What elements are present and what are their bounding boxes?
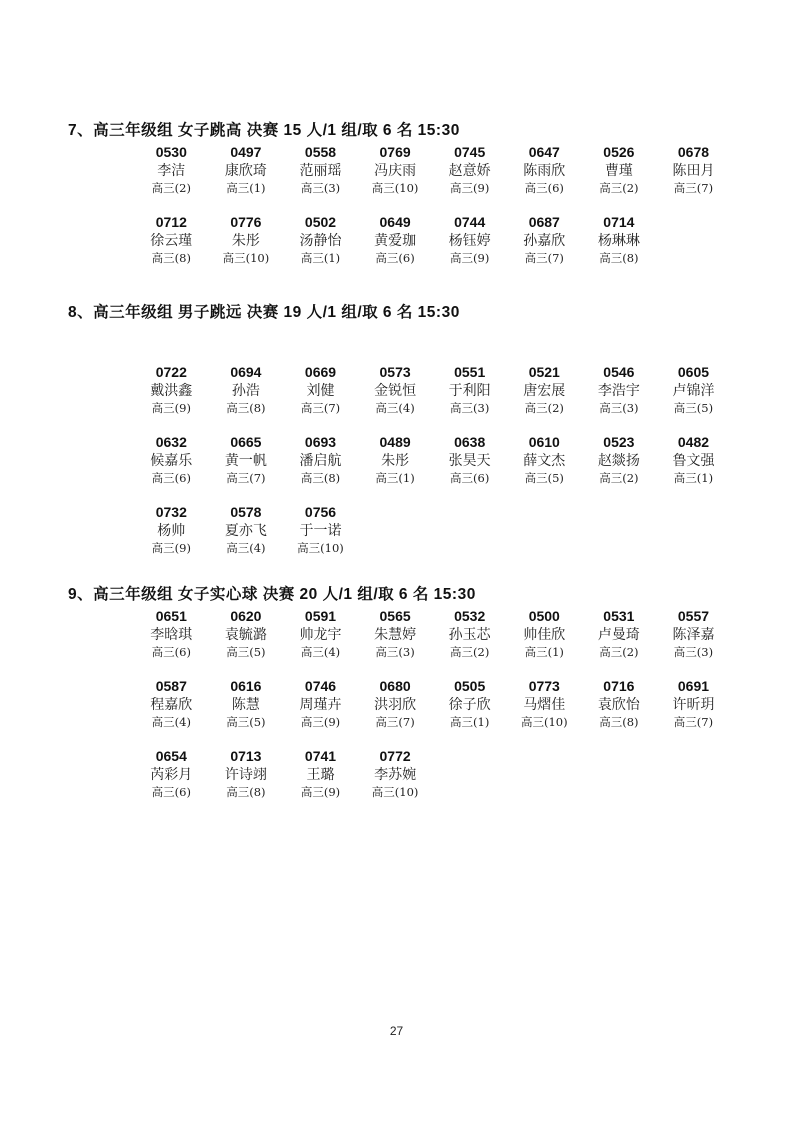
athlete-class: 高三(5) <box>673 401 714 415</box>
athlete-name: 孙嘉欣 <box>523 233 566 249</box>
athlete-name: 曹瑾 <box>604 163 633 179</box>
athlete-number: 0678 <box>677 144 710 160</box>
athlete-cell <box>134 433 209 487</box>
athlete-number: 0489 <box>379 434 411 450</box>
athlete-class: 高三(8) <box>226 785 266 799</box>
athlete-cell <box>358 363 433 417</box>
athlete-class: 高三(6) <box>151 471 191 485</box>
athlete-name: 帅龙宇 <box>299 627 342 643</box>
athlete-cell <box>283 677 358 731</box>
athlete-class: 高三(4) <box>300 645 341 659</box>
athlete-cell <box>209 747 284 801</box>
athlete-number: 0610 <box>528 434 560 450</box>
athlete-name: 夏亦飞 <box>224 523 267 539</box>
athlete-name: 许昕玥 <box>672 697 715 713</box>
athlete-class: 高三(9) <box>151 541 191 555</box>
athlete-name: 李浩宇 <box>597 383 640 399</box>
athlete-cell <box>283 433 358 487</box>
athlete-class: 高三(9) <box>450 251 490 265</box>
athlete-class: 高三(9) <box>300 715 341 729</box>
athlete-number: 0714 <box>603 214 635 230</box>
athlete-number: 0573 <box>379 364 411 380</box>
athlete-class: 高三(6) <box>524 181 564 195</box>
athlete-number: 0712 <box>155 214 187 230</box>
athlete-row <box>134 747 734 801</box>
athlete-name: 朱彤 <box>231 233 260 249</box>
athlete-class: 高三(3) <box>375 645 415 659</box>
athlete-cell <box>209 677 284 731</box>
athlete-number: 0773 <box>528 678 560 694</box>
athlete-cell <box>582 677 657 731</box>
athlete-cell <box>582 363 657 417</box>
athlete-number: 0546 <box>603 364 635 380</box>
athlete-number: 0551 <box>454 364 486 380</box>
athlete-name: 戴洪鑫 <box>150 383 193 399</box>
athlete-name: 杨琳琳 <box>597 233 640 249</box>
athlete-row <box>134 363 734 417</box>
athlete-name: 黄一帆 <box>224 453 267 469</box>
event-section-7 <box>0 121 793 283</box>
athlete-number: 0769 <box>379 144 411 160</box>
athlete-name: 候嘉乐 <box>150 453 193 469</box>
athlete-number: 0756 <box>304 504 337 520</box>
athlete-class: 高三(4) <box>151 715 191 729</box>
athlete-name: 陈慧 <box>231 697 260 713</box>
athlete-name: 冯庆雨 <box>374 163 417 179</box>
athlete-name: 徐云瑾 <box>150 233 193 249</box>
athlete-number: 0741 <box>304 748 337 764</box>
athlete-cell <box>134 143 209 197</box>
athlete-name: 许诗翊 <box>224 767 267 783</box>
athlete-class: 高三(8) <box>599 251 639 265</box>
athlete-cell <box>432 143 507 197</box>
athlete-number: 0591 <box>304 608 337 624</box>
athlete-class: 高三(1) <box>524 645 564 659</box>
athlete-number: 0505 <box>454 678 486 694</box>
athlete-name: 张昊天 <box>448 453 491 469</box>
athlete-row <box>134 677 734 731</box>
athlete-class: 高三(9) <box>151 401 191 415</box>
athlete-name: 唐宏展 <box>523 383 566 399</box>
athlete-class: 高三(7) <box>524 251 564 265</box>
athlete-number: 0605 <box>677 364 710 380</box>
athlete-name: 陈田月 <box>672 163 715 179</box>
athlete-cell <box>656 607 731 661</box>
athlete-number: 0620 <box>230 608 262 624</box>
athlete-class: 高三(8) <box>599 715 639 729</box>
athlete-class: 高三(8) <box>151 251 191 265</box>
athlete-cell <box>283 503 358 557</box>
athlete-number: 0587 <box>155 678 187 694</box>
athlete-name: 徐子欣 <box>448 697 491 713</box>
athlete-name: 潘启航 <box>299 453 342 469</box>
athlete-cell <box>209 363 284 417</box>
athlete-class: 高三(7) <box>673 181 714 195</box>
athlete-number: 0565 <box>379 608 411 624</box>
athlete-name: 帅佳欣 <box>523 627 566 643</box>
athlete-row <box>134 213 734 267</box>
athlete-name: 李洁 <box>157 163 186 179</box>
athlete-number: 0632 <box>155 434 187 450</box>
athlete-number: 0722 <box>155 364 187 380</box>
athlete-name: 袁欣怡 <box>597 697 640 713</box>
athlete-cell <box>656 677 731 731</box>
athlete-number: 0713 <box>230 748 262 764</box>
athlete-number: 0531 <box>603 608 635 624</box>
athlete-number: 0693 <box>304 434 337 450</box>
athlete-class: 高三(2) <box>599 645 639 659</box>
athlete-cell <box>134 677 209 731</box>
athlete-cell <box>656 433 731 487</box>
athlete-cell <box>432 213 507 267</box>
athlete-class: 高三(10) <box>520 715 568 729</box>
athlete-class: 高三(1) <box>300 251 341 265</box>
athlete-row <box>134 607 734 661</box>
athlete-cell <box>358 143 433 197</box>
athlete-class: 高三(7) <box>226 471 266 485</box>
athlete-cell <box>358 433 433 487</box>
athlete-row <box>134 503 734 557</box>
athlete-cell <box>209 143 284 197</box>
athlete-class: 高三(6) <box>151 785 191 799</box>
athlete-number: 0497 <box>230 144 262 160</box>
athlete-class: 高三(9) <box>450 181 490 195</box>
athlete-cell <box>209 433 284 487</box>
athlete-name: 汤静怡 <box>299 233 342 249</box>
athlete-class: 高三(3) <box>450 401 490 415</box>
athlete-name: 范丽瑶 <box>299 163 342 179</box>
athlete-name: 周瑾卉 <box>299 697 342 713</box>
athlete-class: 高三(1) <box>226 181 266 195</box>
event-section-9 <box>0 585 793 817</box>
athlete-class: 高三(7) <box>375 715 415 729</box>
athlete-class: 高三(2) <box>599 471 639 485</box>
athlete-cell <box>283 213 358 267</box>
athlete-cell <box>432 433 507 487</box>
athlete-class: 高三(7) <box>673 715 714 729</box>
athlete-name: 于利阳 <box>448 383 491 399</box>
athlete-number: 0523 <box>603 434 635 450</box>
athlete-cell <box>209 213 284 267</box>
athlete-number: 0482 <box>677 434 710 450</box>
athlete-grid-8 <box>134 363 734 557</box>
athlete-number: 0691 <box>677 678 710 694</box>
athlete-name: 赵意娇 <box>448 163 491 179</box>
athlete-number: 0732 <box>155 504 187 520</box>
athlete-name: 李晗琪 <box>150 627 193 643</box>
athlete-cell <box>134 503 209 557</box>
athlete-number: 0680 <box>379 678 411 694</box>
athlete-name: 陈泽嘉 <box>672 627 715 643</box>
athlete-number: 0532 <box>454 608 486 624</box>
athlete-cell <box>507 677 582 731</box>
athlete-number: 0694 <box>230 364 262 380</box>
athlete-cell <box>358 607 433 661</box>
athlete-class: 高三(6) <box>375 251 415 265</box>
athlete-number: 0638 <box>454 434 486 450</box>
athlete-cell <box>507 143 582 197</box>
athlete-cell <box>582 433 657 487</box>
athlete-number: 0665 <box>230 434 262 450</box>
athlete-cell <box>358 677 433 731</box>
athlete-class: 高三(3) <box>599 401 639 415</box>
athlete-name: 杨钰婷 <box>448 233 491 249</box>
athlete-class: 高三(9) <box>300 785 341 799</box>
athlete-number: 0654 <box>155 748 187 764</box>
athlete-cell <box>507 433 582 487</box>
athlete-class: 高三(10) <box>371 785 419 799</box>
athlete-class: 高三(8) <box>226 401 266 415</box>
athlete-name: 马熠佳 <box>523 697 566 713</box>
athlete-cell <box>432 607 507 661</box>
athlete-class: 高三(8) <box>300 471 341 485</box>
athlete-cell <box>358 747 433 801</box>
athlete-name: 孙浩 <box>231 383 260 399</box>
athlete-name: 刘健 <box>306 383 335 399</box>
athlete-number: 0502 <box>304 214 337 230</box>
athlete-cell <box>507 363 582 417</box>
athlete-name: 于一诺 <box>299 523 342 539</box>
athlete-cell <box>358 213 433 267</box>
athlete-number: 0776 <box>230 214 262 230</box>
athlete-number: 0651 <box>155 608 187 624</box>
athlete-number: 0669 <box>304 364 337 380</box>
athlete-cell <box>134 747 209 801</box>
athlete-name: 洪羽欣 <box>374 697 417 713</box>
athlete-name: 金锐恒 <box>374 383 417 399</box>
athlete-cell <box>209 503 284 557</box>
athlete-class: 高三(2) <box>599 181 639 195</box>
athlete-cell <box>582 213 657 267</box>
athlete-class: 高三(4) <box>375 401 415 415</box>
page-number: 27 <box>389 1024 404 1038</box>
athlete-grid-7 <box>134 143 734 267</box>
athlete-class: 高三(4) <box>226 541 266 555</box>
athlete-name: 芮彩月 <box>150 767 193 783</box>
athlete-class: 高三(5) <box>226 715 266 729</box>
athlete-name: 卢曼琦 <box>597 627 640 643</box>
athlete-cell <box>134 607 209 661</box>
athlete-number: 0578 <box>230 504 262 520</box>
athlete-name: 康欣琦 <box>224 163 267 179</box>
athlete-cell <box>582 143 657 197</box>
athlete-number: 0772 <box>379 748 411 764</box>
athlete-number: 0687 <box>528 214 560 230</box>
athlete-name: 陈雨欣 <box>523 163 566 179</box>
athlete-class: 高三(2) <box>524 401 564 415</box>
athlete-cell <box>134 213 209 267</box>
athlete-name: 朱彤 <box>381 453 410 469</box>
athlete-grid-9 <box>134 607 734 801</box>
athlete-name: 程嘉欣 <box>150 697 193 713</box>
athlete-class: 高三(10) <box>371 181 419 195</box>
athlete-number: 0746 <box>304 678 337 694</box>
athlete-name: 赵燚扬 <box>597 453 640 469</box>
event-title-7: 7、高三年级组 女子跳高 决赛 15 人/1 组/取 6 名 15:30 <box>68 122 460 139</box>
athlete-cell <box>432 363 507 417</box>
athlete-name: 孙玉芯 <box>448 627 491 643</box>
athlete-cell <box>209 607 284 661</box>
athlete-class: 高三(2) <box>450 645 490 659</box>
athlete-class: 高三(1) <box>450 715 490 729</box>
athlete-number: 0647 <box>528 144 560 160</box>
athlete-name: 袁毓潞 <box>224 627 267 643</box>
athlete-name: 黄爱珈 <box>374 233 417 249</box>
athlete-cell <box>507 607 582 661</box>
athlete-number: 0716 <box>603 678 635 694</box>
athlete-cell <box>656 363 731 417</box>
athlete-class: 高三(10) <box>297 541 344 555</box>
athlete-cell <box>432 677 507 731</box>
athlete-number: 0557 <box>677 608 710 624</box>
athlete-cell <box>283 143 358 197</box>
athlete-class: 高三(6) <box>151 645 191 659</box>
athlete-number: 0526 <box>603 144 635 160</box>
athlete-row <box>134 143 734 197</box>
athlete-number: 0616 <box>230 678 262 694</box>
athlete-class: 高三(5) <box>226 645 266 659</box>
athlete-cell <box>582 607 657 661</box>
athlete-class: 高三(3) <box>300 181 341 195</box>
athlete-name: 杨帅 <box>157 523 186 539</box>
athlete-cell <box>507 213 582 267</box>
athlete-name: 鲁文强 <box>672 453 715 469</box>
athlete-cell <box>283 747 358 801</box>
event-title-8: 8、高三年级组 男子跳远 决赛 19 人/1 组/取 6 名 15:30 <box>68 304 460 321</box>
athlete-class: 高三(10) <box>222 251 270 265</box>
athlete-cell <box>656 143 731 197</box>
athlete-number: 0521 <box>528 364 560 380</box>
athlete-number: 0745 <box>454 144 486 160</box>
athlete-class: 高三(3) <box>673 645 714 659</box>
athlete-cell <box>283 363 358 417</box>
athlete-row <box>134 433 734 487</box>
athlete-class: 高三(1) <box>375 471 415 485</box>
athlete-number: 0558 <box>304 144 337 160</box>
athlete-number: 0744 <box>454 214 486 230</box>
athlete-name: 朱慧婷 <box>374 627 417 643</box>
athlete-cell <box>134 363 209 417</box>
athlete-class: 高三(6) <box>450 471 490 485</box>
event-title-9: 9、高三年级组 女子实心球 决赛 20 人/1 组/取 6 名 15:30 <box>68 586 476 603</box>
athlete-number: 0530 <box>155 144 187 160</box>
athlete-name: 李苏婉 <box>374 767 417 783</box>
athlete-class: 高三(2) <box>151 181 191 195</box>
athlete-number: 0500 <box>528 608 560 624</box>
athlete-name: 王璐 <box>306 767 335 783</box>
athlete-class: 高三(1) <box>673 471 714 485</box>
event-section-8 <box>0 303 793 573</box>
athlete-number: 0649 <box>379 214 411 230</box>
athlete-class: 高三(7) <box>300 401 341 415</box>
athlete-name: 薛文杰 <box>523 453 566 469</box>
athlete-class: 高三(5) <box>524 471 564 485</box>
athlete-cell <box>283 607 358 661</box>
athlete-name: 卢锦洋 <box>672 383 715 399</box>
